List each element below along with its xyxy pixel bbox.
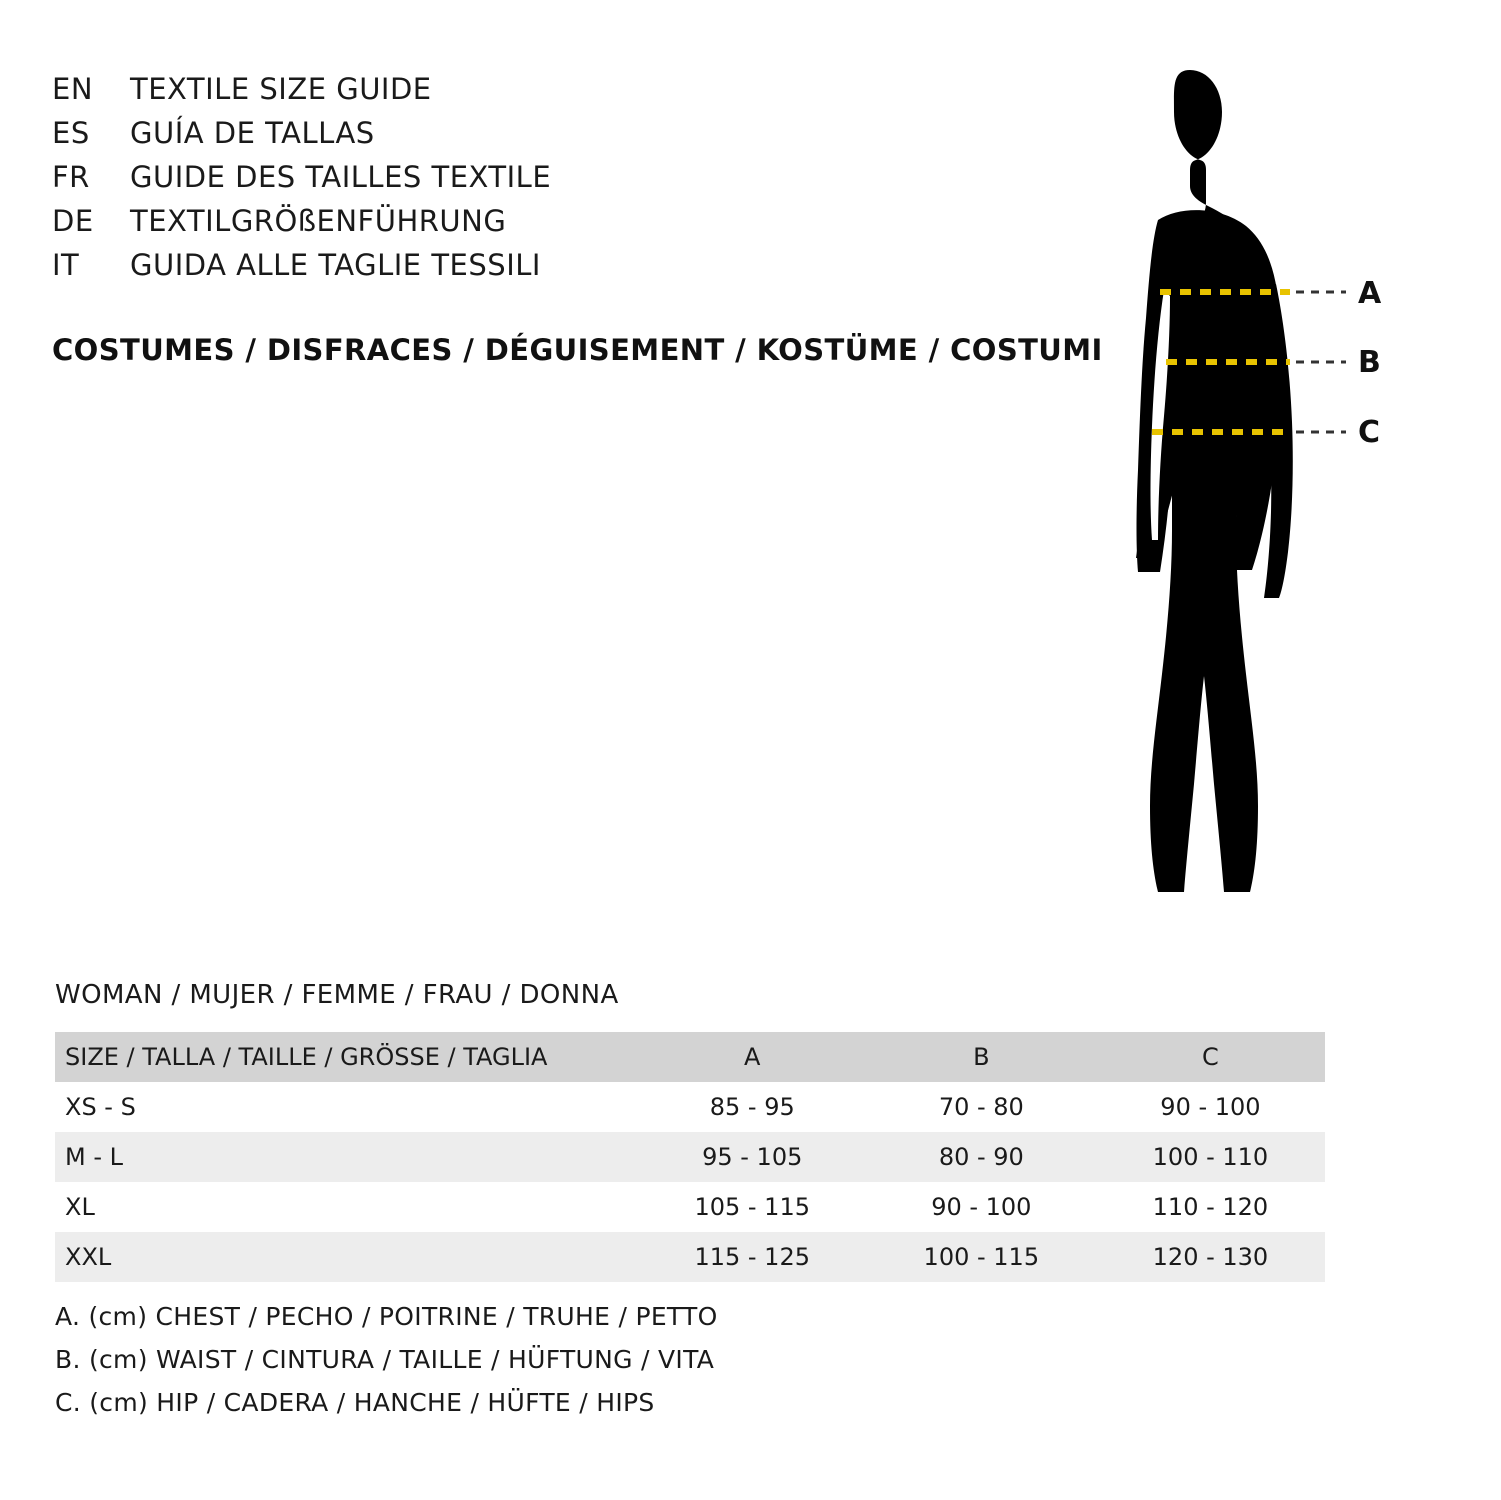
- language-row-fr: [52, 160, 1032, 204]
- legend-row-b: B. (cm) WAIST / CINTURA / TAILLE / HÜFTUNG / VITA: [55, 1345, 715, 1374]
- language-code-fr: FR: [52, 160, 90, 194]
- language-row-es: [52, 116, 1032, 160]
- table-caption: WOMAN / MUJER / FEMME / FRAU / DONNA: [55, 980, 619, 1010]
- column-header-a: A: [744, 1043, 761, 1071]
- table-row: [55, 1182, 1325, 1232]
- cell-size: XS - S: [65, 1093, 136, 1121]
- legend-row-a: A. (cm) CHEST / PECHO / POITRINE / TRUHE / PETTO: [55, 1302, 718, 1331]
- cell-b: 100 - 115: [923, 1243, 1040, 1271]
- cell-a: 105 - 115: [694, 1193, 810, 1221]
- cell-b: 90 - 100: [931, 1193, 1032, 1221]
- marker-label-c: C: [1358, 415, 1381, 450]
- costumes-subtitle: COSTUMES / DISFRACES / DÉGUISEMENT / KOSTÜME / COSTUMI: [52, 333, 1103, 367]
- cell-b: 70 - 80: [938, 1093, 1024, 1121]
- marker-label-a: A: [1358, 276, 1382, 311]
- table-row: [55, 1082, 1325, 1132]
- cell-c: 120 - 130: [1152, 1243, 1269, 1271]
- language-text-fr: GUIDE DES TAILLES TEXTILE: [130, 160, 552, 194]
- cell-c: 100 - 110: [1152, 1143, 1269, 1171]
- cell-size: M - L: [65, 1143, 123, 1171]
- language-text-en: TEXTILE SIZE GUIDE: [130, 72, 432, 106]
- cell-c: 110 - 120: [1152, 1193, 1269, 1221]
- legend-row-c: C. (cm) HIP / CADERA / HANCHE / HÜFTE / HIPS: [55, 1388, 655, 1417]
- cell-size: XXL: [65, 1243, 112, 1271]
- column-header-b: B: [973, 1043, 990, 1071]
- language-code-es: ES: [52, 116, 90, 150]
- measurement-legend: [55, 1295, 718, 1424]
- size-table: [55, 1032, 1325, 1282]
- cell-c: 90 - 100: [1160, 1093, 1261, 1121]
- marker-label-b: B: [1358, 345, 1381, 380]
- language-text-es: GUÍA DE TALLAS: [130, 116, 375, 150]
- language-row-de: [52, 204, 1032, 248]
- cell-a: 85 - 95: [709, 1093, 795, 1121]
- size-table-head: [55, 1032, 1325, 1082]
- table-header-row: [55, 1032, 1325, 1082]
- language-row-it: [52, 248, 1032, 292]
- language-row-en: [52, 72, 1032, 116]
- language-code-de: DE: [52, 204, 94, 238]
- figure-area: [1040, 60, 1460, 940]
- cell-b: 80 - 90: [938, 1143, 1024, 1171]
- language-code-en: EN: [52, 72, 94, 106]
- language-text-it: GUIDA ALLE TAGLIE TESSILI: [130, 248, 541, 282]
- language-text-de: TEXTILGRÖßENFÜHRUNG: [130, 204, 507, 238]
- cell-a: 95 - 105: [702, 1143, 803, 1171]
- woman-silhouette-icon: [1040, 60, 1460, 940]
- size-table-body: [55, 1082, 1325, 1282]
- table-row: [55, 1132, 1325, 1182]
- cell-a: 115 - 125: [694, 1243, 810, 1271]
- column-header-size: SIZE / TALLA / TAILLE / GRÖSSE / TAGLIA: [65, 1043, 548, 1071]
- language-code-it: IT: [52, 248, 80, 282]
- column-header-c: C: [1202, 1043, 1219, 1071]
- language-header-block: [52, 72, 1032, 292]
- cell-size: XL: [65, 1193, 95, 1221]
- table-row: [55, 1232, 1325, 1282]
